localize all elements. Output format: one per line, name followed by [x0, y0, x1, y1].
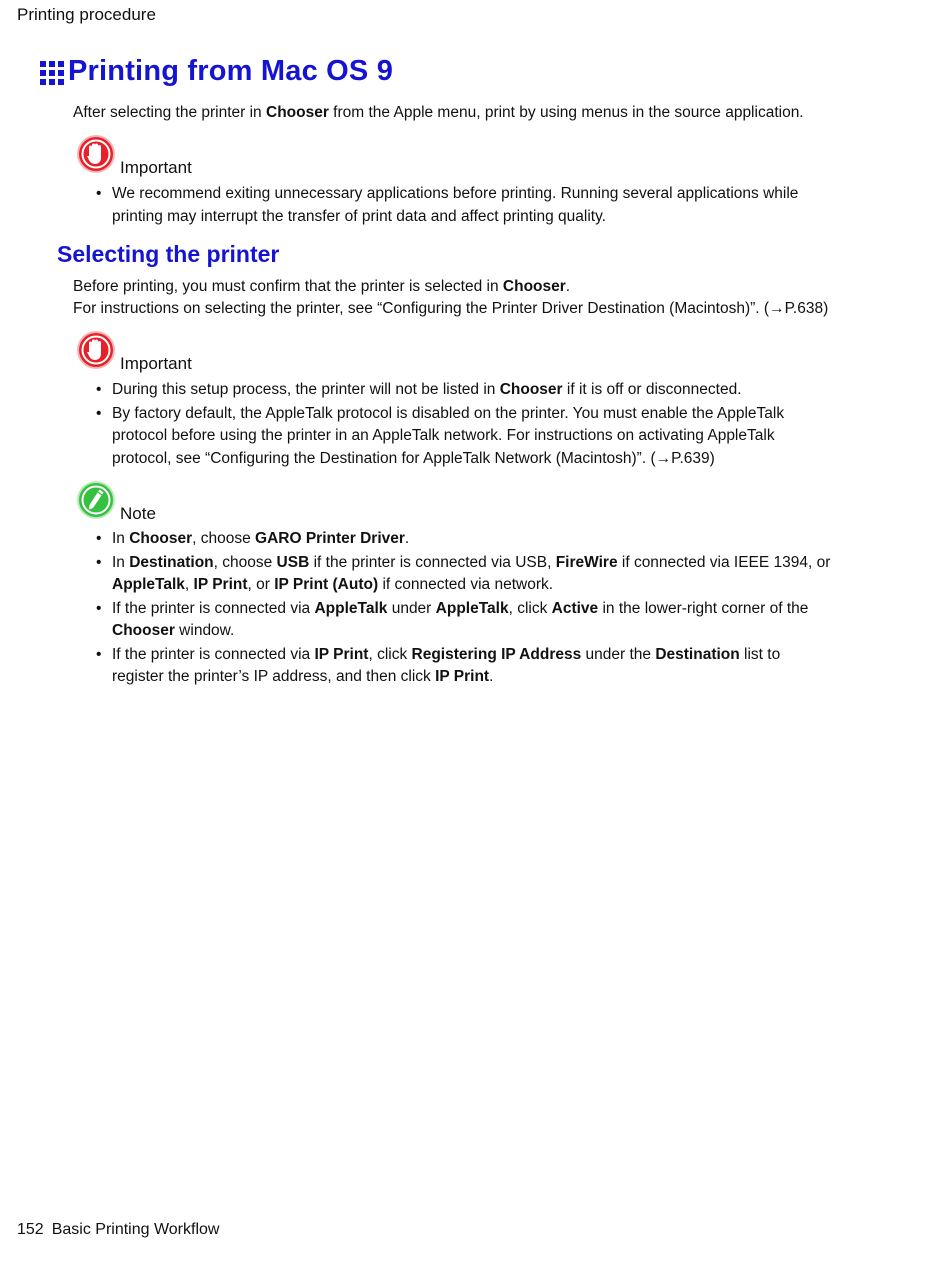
list-item: • During this setup process, the printer will not be listed in Chooser if it is off or disconnected. [96, 381, 742, 398]
list-item: • In Chooser, choose GARO Printer Driver. [96, 530, 410, 547]
note-list [96, 528, 836, 690]
list-item: • If the printer is connected via IP Print, click Registering IP Address under the Destination list to register the printer’s IP address, and then click IP Print. [96, 645, 781, 685]
list-item: • We recommend exiting unnecessary applications before printing. Running several applications while printing may interrupt the transfer of print data and affect printing quality. [96, 185, 799, 225]
page-title-row [40, 55, 393, 88]
list-item: • If the printer is connected via AppleTalk under AppleTalk, click Active in the lower-right corner of the Chooser window. [96, 599, 809, 639]
pencil-icon [76, 480, 116, 520]
important-list-2 [96, 379, 836, 471]
grid-icon [40, 61, 64, 85]
section-paragraph [73, 276, 828, 320]
note-callout [76, 480, 156, 523]
note-label: Note [120, 504, 156, 523]
list-item: • By factory default, the AppleTalk protocol is disabled on the printer. You must enable the AppleTalk protocol before using the printer in an AppleTalk network. For instructions on activating AppleTalk protocol, see “Configuring the Destination for AppleTalk Network (Macintosh)”. (→P.639) [96, 404, 785, 467]
running-header: Printing procedure [17, 5, 156, 24]
page-number: 152 [17, 1221, 44, 1238]
important-label: Important [120, 158, 192, 177]
list-item: • In Destination, choose USB if the printer is connected via USB, FireWire if connected via IEEE 1394, or AppleTalk, IP Print, or IP Print (Auto) if connected via network. [96, 553, 831, 593]
page-title: Printing from Mac OS 9 [68, 55, 394, 87]
stop-hand-icon [76, 134, 116, 174]
page-footer [17, 1221, 219, 1239]
important-callout-2 [76, 330, 192, 373]
section-line-1: Before printing, you must confirm that the printer is selected in Chooser. [73, 278, 571, 295]
section-title: Selecting the printer [57, 241, 280, 267]
footer-section: Basic Printing Workflow [51, 1221, 220, 1238]
intro-paragraph: After selecting the printer in Chooser from the Apple menu, print by using menus in the source application. [73, 104, 804, 121]
important-list-1 [96, 183, 836, 229]
stop-hand-icon [76, 330, 116, 370]
important-callout-1 [76, 134, 192, 177]
section-line-2: For instructions on selecting the printer, see “Configuring the Printer Driver Destination (Macintosh)”. (→P.638) [73, 300, 829, 317]
important-label: Important [120, 354, 192, 373]
